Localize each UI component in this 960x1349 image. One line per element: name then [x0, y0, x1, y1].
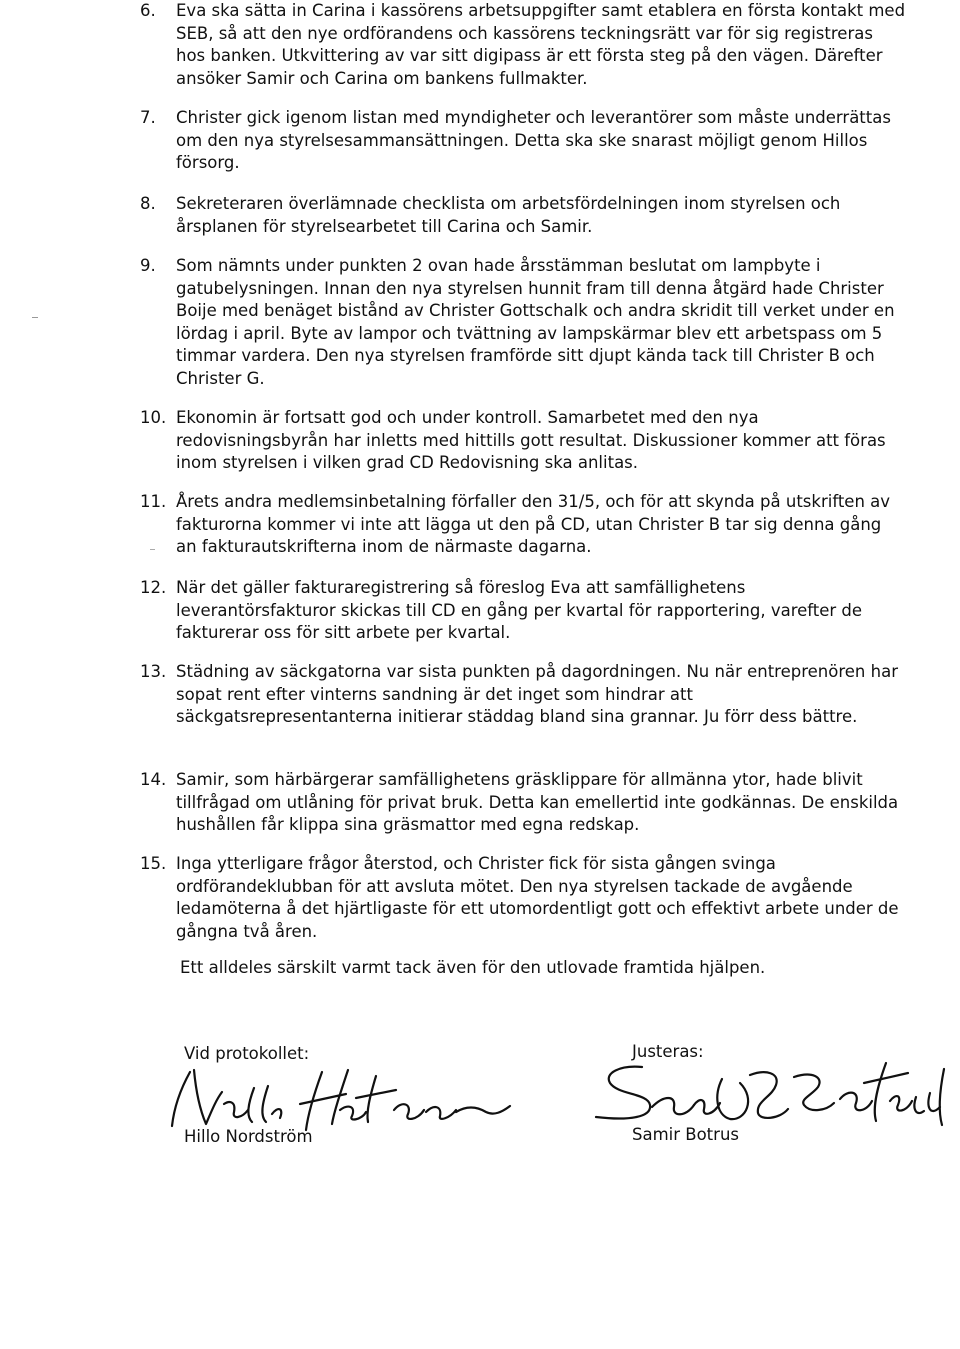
item-number: 12. [140, 578, 167, 597]
left-signature-label: Vid protokollet: [184, 1044, 310, 1063]
left-signatory-name: Hillo Nordström [184, 1127, 313, 1146]
item-text: Sekreteraren överlämnade checklista om arbetsfördelningen inom styrelsen och årsplanen för styrelsearbetet till Carina och Samir. [176, 194, 841, 236]
item-text: Ekonomin är fortsatt god och under kontroll. Samarbetet med den nya redovisningsbyrån har inletts med hittills gott resultat. Diskussioner kommer att föras inom styrelsen i vilken grad CD Redovisning ska anlitas. [176, 408, 886, 472]
list-item [140, 107, 906, 175]
margin-mark [32, 317, 38, 318]
list-item [140, 577, 906, 645]
list-item [140, 407, 906, 475]
item-number: 10. [140, 408, 167, 427]
list-item [140, 193, 906, 238]
item-number: 14. [140, 770, 167, 789]
item-text: Eva ska sätta in Carina i kassörens arbetsuppgifter samt etablera en första kontakt med SEB, så att den nye ordförandens och kassörens teckningsrätt var för sig registreras hos banken. Utkvittering av var sitt digipass är ett första steg på den vägen. Därefter ansöker Samir och Carina om bankens fullmakter. [176, 1, 906, 88]
item-text: Inga ytterligare frågor återstod, och Christer fick för sista gången svinga ordförandeklubban för att avsluta mötet. Den nya styrelsen tackade de avgående ledamöterna å det hjärtligaste för ett utomordentligt gott och effektivt arbete under de gångna två åren. [176, 854, 899, 941]
list-item [140, 661, 906, 729]
list-item [140, 769, 906, 837]
list-item [140, 255, 906, 390]
closing-thanks: Ett alldeles särskilt varmt tack även för den utlovade framtida hjälpen. [180, 958, 766, 977]
item-text: Samir, som härbärgerar samfällighetens gräsklippare för allmänna ytor, hade blivit tillfrågad om utlåning för privat bruk. Detta kan emellertid inte godkännas. De enskilda hushållen får klippa sina gräsmattor med egna redskap. [176, 770, 899, 834]
item-number: 11. [140, 492, 167, 511]
right-signature-label: Justeras: [632, 1042, 704, 1061]
item-text: När det gäller fakturaregistrering så föreslog Eva att samfällighetens leverantörsfakturor skickas till CD en gång per kvartal för rapportering, varefter de fakturerar oss för sitt arbete per kvartal. [176, 578, 863, 642]
list-item [140, 0, 906, 90]
item-number: 7. [140, 108, 156, 127]
margin-mark [150, 549, 155, 550]
list-item [140, 853, 906, 943]
item-number: 15. [140, 854, 167, 873]
item-number: 13. [140, 662, 167, 681]
item-number: 9. [140, 256, 156, 275]
item-text: Årets andra medlemsinbetalning förfaller den 31/5, och för att skynda på utskriften av fakturorna kommer vi inte att lägga ut den på CD, utan Christer B tar sig denna gång an fakturautskrifterna inom de närmaste dagarna. [176, 492, 891, 556]
item-text: Som nämnts under punkten 2 ovan hade årsstämman beslutat om lampbyte i gatubelysningen. Innan den nya styrelsen hunnit fram till denna åtgärd hade Christer Boije med benäget bistånd av Christer Gottschalk och andra skridit till verket under en lördag i april. Byte av lampor och tvättning av lampskärmar blev ett arbetspass om 5 timmar vardera. Den nya styrelsen framförde sitt djupt kända tack till Christer B och Christer G. [176, 256, 895, 388]
item-text: Christer gick igenom listan med myndigheter och leverantörer som måste underrättas om den nya styrelsesammansättningen. Detta ska ske snarast möjligt genom Hillos försorg. [176, 108, 891, 172]
list-item [140, 491, 906, 559]
item-number: 6. [140, 1, 156, 20]
item-text: Städning av säckgatorna var sista punkten på dagordningen. Nu när entreprenören har sopat rent efter vinterns sandning är det inget som hindrar att säckgatsrepresentanterna initierar städdag bland sina grannar. Ju förr dess bättre. [176, 662, 898, 726]
right-signatory-name: Samir Botrus [632, 1125, 739, 1144]
item-number: 8. [140, 194, 156, 213]
